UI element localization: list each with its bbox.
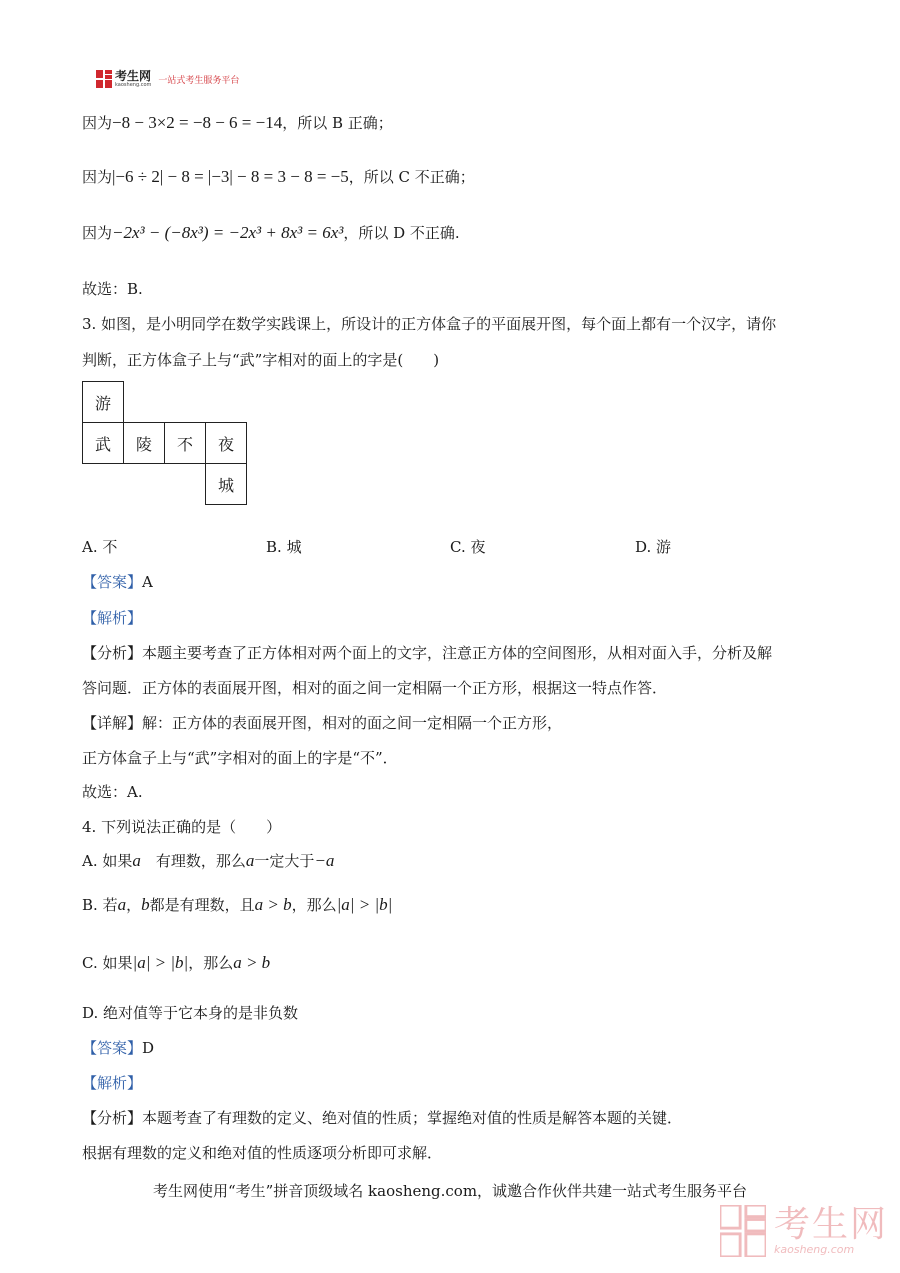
q3-fenxi-line2: 答问题．正方体的表面展开图，相对的面之间一定相隔一个正方形，根据这一特点作答． (82, 679, 668, 697)
q2-math-c: |−6 ÷ 2| − 8 = |−3| − 8 = 3 − 8 = −5 (112, 167, 349, 186)
watermark-text: 考生网 (774, 1203, 889, 1245)
q3-fenxi-line1: 【分析】本题主要考查了正方体相对两个面上的文字，注意正方体的空间图形，从相对面入手，分析及解 (82, 644, 773, 662)
q4-option-c: C. 如果|a| > |b|，那么a > b (82, 953, 271, 972)
logo-name: 考生网 (115, 69, 152, 83)
q3-stem-line2: 判断，正方体盒子上与“武”字相对的面上的字是( ) (82, 351, 440, 369)
q2-line-d: 因为−2x³ − (−8x³) = −2x³ + 8x³ = 6x³，所以 D 不正确. (82, 223, 460, 242)
q3-option-a: A. 不 (82, 538, 118, 556)
q2-line-b: 因为−8 − 3×2 = −8 − 6 = −14，所以 B 正确； (82, 113, 393, 132)
q3-stem-line1: 3. 如图，是小明同学在数学实践课上，所设计的正方体盒子的平面展开图，每个面上都有一个汉字，请你 (82, 315, 777, 333)
q4-option-d: D. 绝对值等于它本身的是非负数 (82, 1004, 299, 1022)
q2-choice: 故选：B. (82, 280, 143, 298)
q3-choice: 故选：A. (82, 783, 143, 801)
q3-answer: 【答案】A (82, 573, 153, 591)
logo-slogan: 一站式考生服务平台 (158, 75, 240, 86)
q3-option-b: B. 城 (266, 538, 302, 556)
net-face: 不 (165, 423, 206, 464)
q3-option-c: C. 夜 (450, 538, 486, 556)
q2-math-d: −2x³ − (−8x³) = −2x³ + 8x³ = 6x³ (112, 223, 344, 242)
q2-line-c: 因为|−6 ÷ 2| − 8 = |−3| − 8 = 3 − 8 = −5，所以 C 不正确； (82, 167, 475, 186)
watermark (720, 1205, 888, 1257)
q4-analysis-tag: 【解析】 (82, 1074, 143, 1092)
q3-option-d: D. 游 (635, 538, 672, 556)
q2-math-b: −8 − 3×2 = −8 − 6 = −14 (112, 113, 283, 132)
q3-xiangjie-line1: 【详解】解：正方体的表面展开图，相对的面之间一定相隔一个正方形， (82, 714, 563, 732)
net-face-bottom: 城 (206, 464, 247, 505)
kaosheng-logo-icon (96, 70, 112, 88)
q4-option-a: A. 如果a 有理数，那么a一定大于−a (82, 851, 335, 870)
q4-answer: 【答案】D (82, 1039, 155, 1057)
watermark-logo-icon (720, 1205, 766, 1257)
q4-option-b: B. 若a，b都是有理数，且a > b，那么|a| > |b| (82, 895, 393, 914)
q4-fenxi-line1: 【分析】本题考查了有理数的定义、绝对值的性质；掌握绝对值的性质是解答本题的关键． (82, 1109, 683, 1127)
cube-net-figure (82, 381, 247, 505)
page-footer: 考生网使用“考生”拼音顶级域名 kaosheng.com，诚邀合作伙伴共建一站式考生服务平台 (152, 1182, 748, 1200)
net-face-top: 游 (83, 382, 124, 423)
q4-stem: 4. 下列说法正确的是（ ） (82, 818, 282, 836)
q3-xiangjie-line2: 正方体盒子上与“武”字相对的面上的字是“不”． (82, 749, 398, 767)
q3-analysis-tag: 【解析】 (82, 609, 143, 627)
header-logo (96, 70, 239, 88)
net-face: 武 (83, 423, 124, 464)
watermark-domain: kaosheng.com (774, 1242, 855, 1256)
net-face: 陵 (124, 423, 165, 464)
logo-domain: kaosheng.com (115, 82, 152, 88)
net-face: 夜 (206, 423, 247, 464)
q4-fenxi-line2: 根据有理数的定义和绝对值的性质逐项分析即可求解． (82, 1144, 443, 1162)
